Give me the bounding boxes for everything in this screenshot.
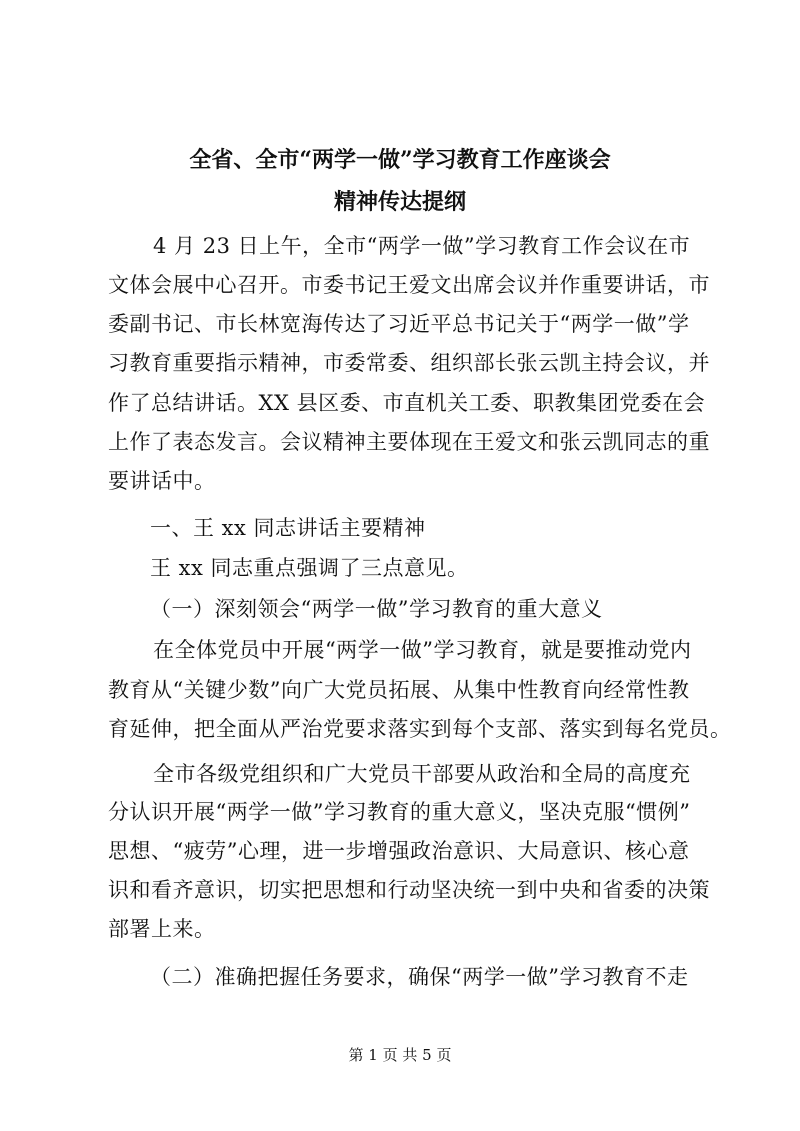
paragraph-line: 上作了表态发言。会议精神主要体现在王爱文和张云凯同志的重 — [108, 430, 710, 454]
paragraph-line: 育延伸，把全面从严治党要求落实到每个支部、落实到每名党员。 — [108, 717, 732, 741]
paragraph-line: 习教育重要指示精神，市委常委、组织部长张云凯主持会议，并 — [108, 351, 710, 375]
paragraph-line: 在全体党员中开展“两学一做”学习教育，就是要推动党内 — [153, 638, 692, 662]
paragraph-line: 文体会展中心召开。市委书记王爱文出席会议并作重要讲话，市 — [108, 273, 710, 297]
paragraph-line: 要讲话中。 — [108, 469, 216, 493]
paragraph-line: 作了总结讲话。XX 县区委、市直机关工委、职教集团党委在会 — [108, 391, 706, 415]
paragraph-line: 部署上来。 — [108, 917, 216, 941]
paragraph-line: 思想、“疲劳”心理，进一步增强政治意识、大局意识、核心意 — [108, 839, 690, 863]
section-heading: 一、王 xx 同志讲话主要精神 — [150, 516, 426, 540]
document-title-line-1: 全省、全市“两学一做”学习教育工作座谈会 — [189, 147, 611, 173]
paragraph-line: 全市各级党组织和广大党员干部要从政治和全局的高度充 — [153, 762, 691, 786]
paragraph-line: 识和看齐意识，切实把思想和行动坚决统一到中央和省委的决策 — [108, 878, 710, 902]
paragraph-line: 分认识开展“两学一做”学习教育的重大意义，坚决克服“惯例” — [108, 800, 691, 824]
paragraph-line: 委副书记、市长林宽海传达了习近平总书记关于“两学一做”学 — [108, 312, 690, 336]
paragraph-line: 4 月 23 日上午，全市“两学一做”学习教育工作会议在市 — [153, 234, 691, 258]
paragraph-line: 教育从“关键少数”向广大党员拓展、从集中性教育向经常性教 — [108, 678, 690, 702]
document-title-line-2: 精神传达提纲 — [333, 189, 466, 215]
page-footer: 第 1 页 共 5 页 — [348, 1046, 452, 1064]
subsection-heading: （一）深刻领会“两学一做”学习教育的重大意义 — [150, 597, 603, 621]
subsection-heading: （二）准确把握任务要求，确保“两学一做”学习教育不走 — [150, 965, 689, 989]
paragraph-line: 王 xx 同志重点强调了三点意见。 — [150, 556, 469, 580]
